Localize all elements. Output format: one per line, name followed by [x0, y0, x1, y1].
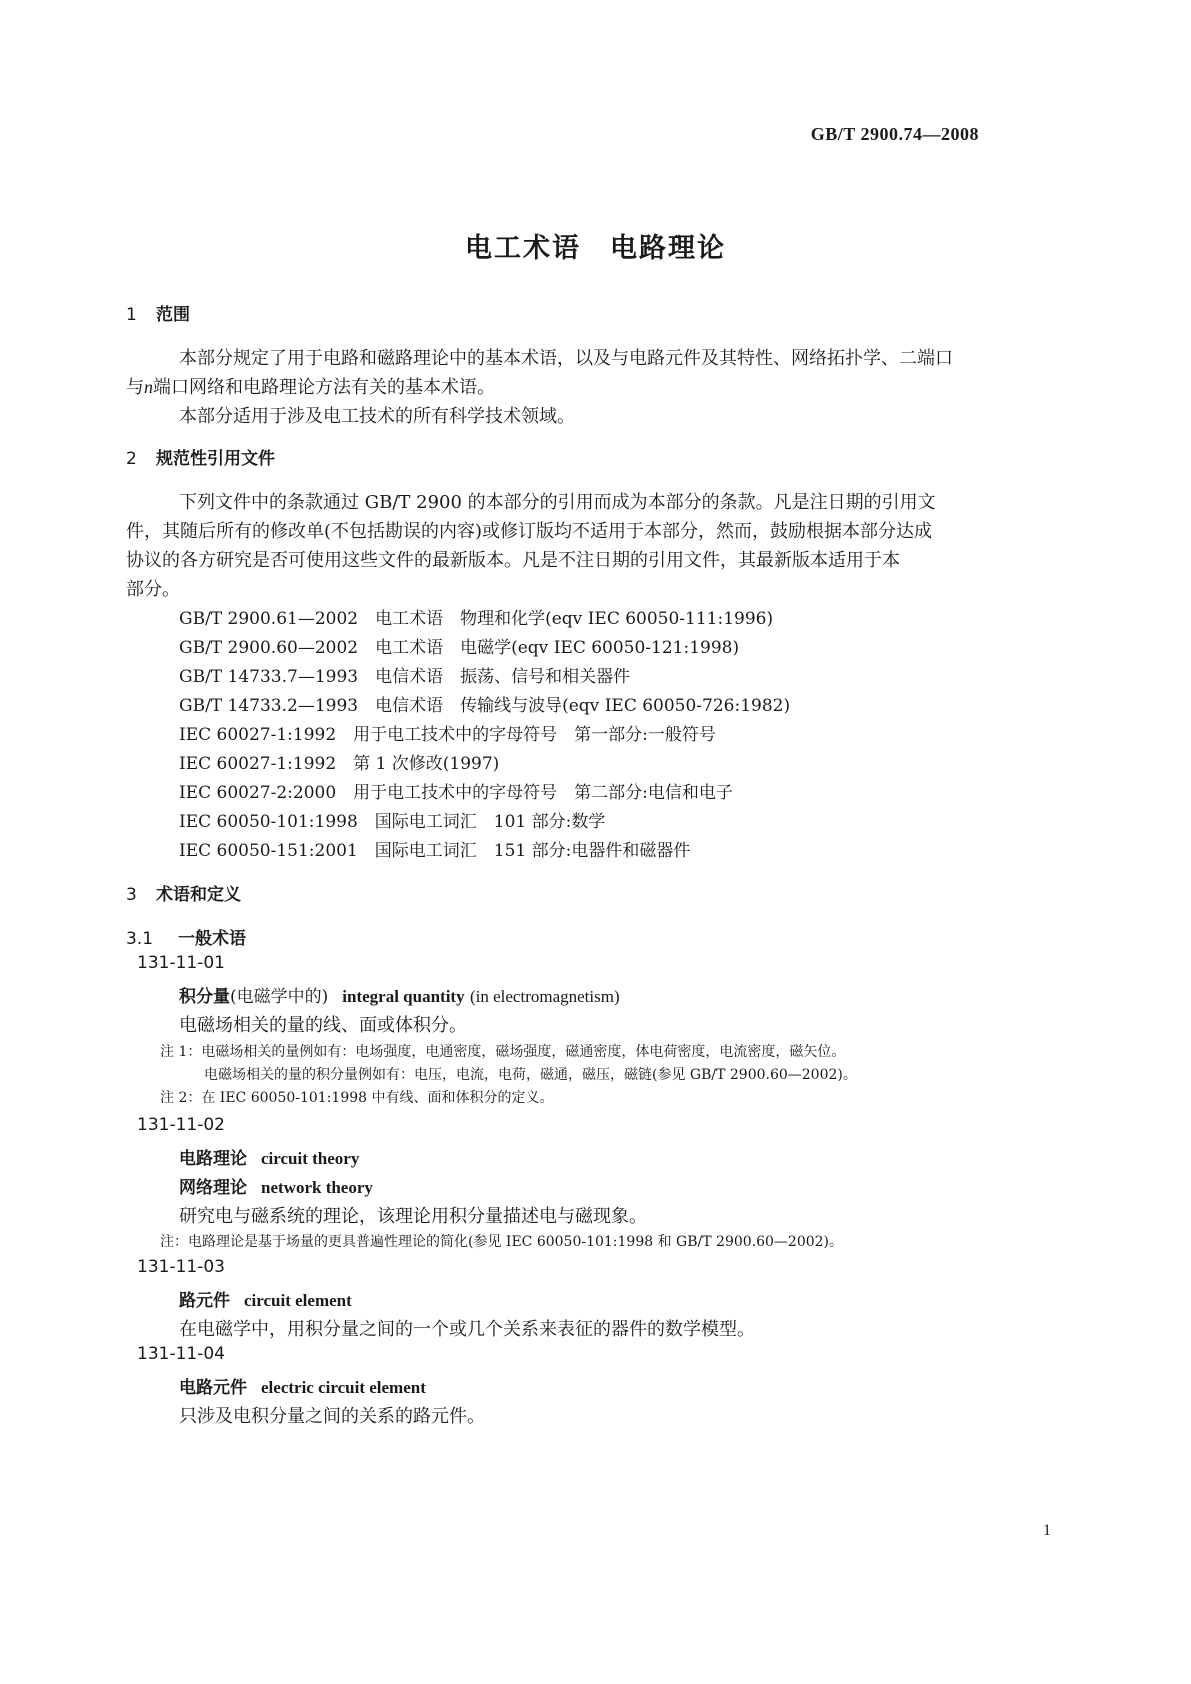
subsection-heading [126, 924, 246, 949]
text-span: 与 [126, 377, 144, 398]
subsection-number: 3.1 [126, 929, 154, 949]
section-1-heading [126, 300, 190, 325]
document-title: 电工术语 电路理论 [465, 233, 726, 264]
term-note: 注 2：在 IEC 60050-101:1998 中有线、面和体积分的定义。 [160, 1090, 554, 1106]
reference-item: GB/T 2900.60—2002 电工术语 电磁学(eqv IEC 60050-121:1998) [179, 638, 740, 658]
term-note: 注 1：电磁场相关的量例如有：电场强度，电通密度，磁场强度，磁通密度，体电荷密度，电流密度，磁矢位。 [160, 1044, 846, 1060]
term-en: network theory [261, 1178, 373, 1197]
section-number: 1 [126, 305, 137, 325]
term-id: 131-11-03 [137, 1257, 225, 1277]
reference-item: GB/T 14733.7—1993 电信术语 振荡、信号和相关器件 [179, 667, 631, 687]
term-zh: 网络理论 [179, 1178, 247, 1198]
paragraph-line: 部分。 [126, 579, 180, 600]
paragraph-line: 件，其随后所有的修改单(不包括勘误的内容)或修订版均不适用于本部分，然而，鼓励根据本部分达成 [126, 521, 933, 542]
paragraph-line: 本部分规定了用于电路和磁路理论中的基本术语，以及与电路元件及其特性、网络拓扑学、二端口 [179, 348, 953, 369]
paragraph-line [126, 373, 495, 399]
reference-item: GB/T 14733.2—1993 电信术语 传输线与波导(eqv IEC 60050-726:1982) [179, 696, 791, 716]
reference-item: GB/T 2900.61—2002 电工术语 物理和化学(eqv IEC 60050-111:1996) [179, 609, 774, 629]
reference-item: IEC 60050-101:1998 国际电工词汇 101 部分:数学 [179, 812, 606, 832]
term-zh: 电路理论 [179, 1149, 247, 1169]
paragraph-line: 下列文件中的条款通过 GB/T 2900 的本部分的引用而成为本部分的条款。凡是注日期的引用文 [179, 492, 936, 513]
paragraph-line: 协议的各方研究是否可使用这些文件的最新版本。凡是不注日期的引用文件，其最新版本适用于本 [126, 550, 900, 571]
reference-item: IEC 60027-1:1992 用于电工技术中的字母符号 第一部分:一般符号 [179, 725, 716, 745]
term-en: circuit element [244, 1291, 352, 1310]
term-zh: 积分量 [179, 987, 230, 1007]
reference-item: IEC 60050-151:2001 国际电工词汇 151 部分:电器件和磁器件 [179, 841, 691, 861]
term-en: electric circuit element [261, 1378, 426, 1397]
subsection-title: 一般术语 [178, 929, 246, 949]
reference-item: IEC 60027-1:1992 第 1 次修改(1997) [179, 754, 500, 774]
term-zh-qualifier: (电磁学中的) [230, 987, 329, 1007]
section-number: 3 [126, 885, 137, 905]
term-heading [179, 982, 620, 1007]
term-en: circuit theory [261, 1149, 360, 1168]
text-span: 端口网络和电路理论方法有关的基本术语。 [153, 377, 495, 398]
term-zh: 路元件 [179, 1291, 230, 1311]
section-3-heading [126, 880, 241, 905]
term-en-qualifier: (in electromagnetism) [469, 987, 620, 1006]
term-note: 电磁场相关的量的积分量例如有：电压，电流，电荷，磁通，磁压，磁链(参见 GB/T 2900.60—2002)。 [204, 1067, 857, 1083]
term-note: 注：电路理论是基于场量的更具普遍性理论的简化(参见 IEC 60050-101:1998 和 GB/T 2900.60—2002)。 [160, 1234, 844, 1250]
variable-n: n [144, 377, 153, 397]
term-id: 131-11-02 [137, 1115, 225, 1135]
term-definition: 只涉及电积分量之间的关系的路元件。 [179, 1406, 485, 1427]
term-heading-synonym [179, 1173, 373, 1198]
term-heading [179, 1144, 359, 1169]
term-heading [179, 1286, 352, 1311]
term-en: integral quantity [342, 987, 465, 1006]
section-number: 2 [126, 449, 137, 469]
paragraph-line: 本部分适用于涉及电工技术的所有科学技术领域。 [179, 406, 575, 427]
term-heading [179, 1373, 426, 1398]
term-definition: 在电磁学中，用积分量之间的一个或几个关系来表征的器件的数学模型。 [179, 1319, 755, 1340]
term-definition: 电磁场相关的量的线、面或体积分。 [179, 1015, 467, 1036]
section-title: 范围 [156, 305, 190, 325]
term-id: 131-11-01 [137, 953, 225, 973]
section-2-heading [126, 444, 275, 469]
section-title: 规范性引用文件 [156, 449, 275, 469]
term-zh: 电路元件 [179, 1378, 247, 1398]
section-title: 术语和定义 [156, 885, 241, 905]
standard-code: GB/T 2900.74—2008 [810, 124, 979, 144]
term-definition: 研究电与磁系统的理论，该理论用积分量描述电与磁现象。 [179, 1206, 647, 1227]
term-id: 131-11-04 [137, 1344, 225, 1364]
page-number: 1 [1043, 1522, 1051, 1539]
reference-item: IEC 60027-2:2000 用于电工技术中的字母符号 第二部分:电信和电子 [179, 783, 733, 803]
